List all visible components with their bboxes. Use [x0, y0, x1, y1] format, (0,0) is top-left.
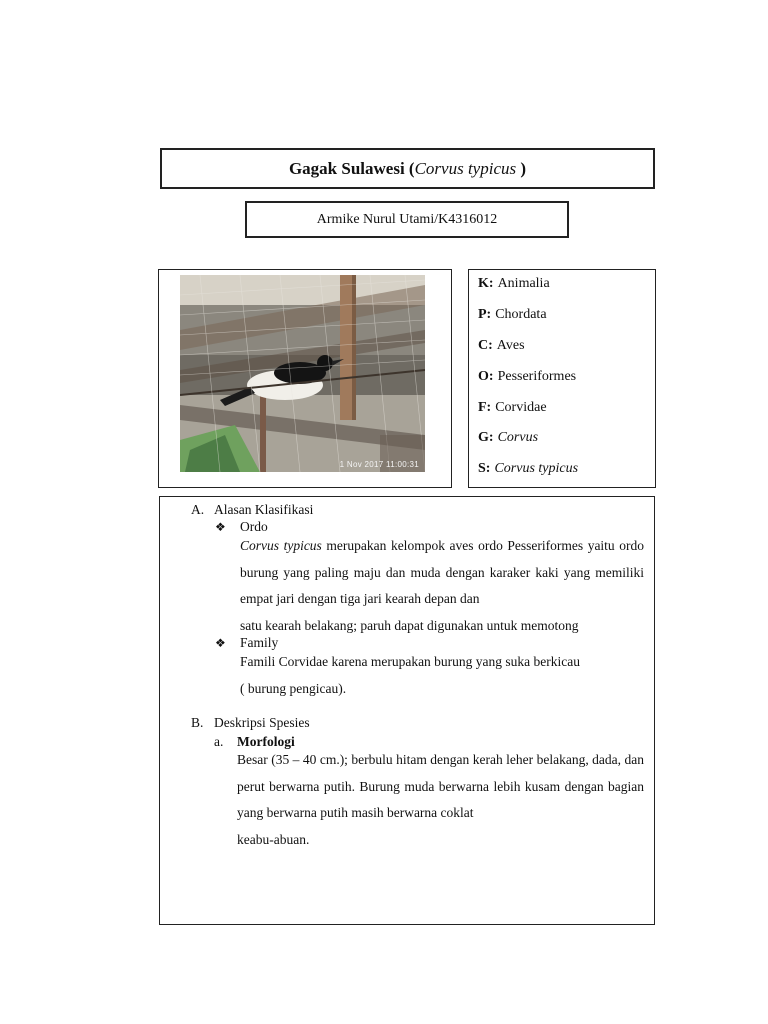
- section-a-heading: Alasan Klasifikasi: [214, 502, 314, 517]
- content-box: [159, 496, 655, 925]
- diamond-bullet-icon: ❖: [215, 520, 226, 534]
- page-title: Gagak Sulawesi (Corvus typicus ): [288, 158, 527, 178]
- photo-frame: [158, 269, 452, 488]
- title-box: [160, 148, 655, 189]
- section-b-marker: B.: [191, 715, 204, 730]
- taxonomy-order: O: Pesseriformes: [478, 368, 577, 384]
- family-label: Family: [240, 635, 279, 650]
- taxonomy-genus: G: Corvus: [478, 430, 539, 446]
- morfologi-heading: Morfologi: [237, 734, 295, 749]
- author-label: Armike Nurul Utami/K4316012: [316, 211, 498, 227]
- taxonomy-family: F: Corvidae: [478, 399, 547, 415]
- bird-photo: [180, 275, 425, 472]
- taxonomy-box: [468, 269, 656, 488]
- taxonomy-class: C: Aves: [478, 337, 525, 353]
- diamond-bullet-icon: ❖: [215, 636, 226, 650]
- section-b-heading: Deskripsi Spesies: [214, 715, 310, 730]
- morfologi-paragraph: Besar (35 – 40 cm.); berbulu hitam dengan kerah leher belakang, dada, dan perut berwarna putih. Burung muda berwarna lebih kusam dengan bagian yang berwarna putih masih berwarna coklat keabu-abuan.: [237, 752, 644, 847]
- ordo-paragraph: Corvus typicus merupakan kelompok aves ordo Pesseriformes yaitu ordo burung yang paling maju dan muda dengan karaker kaki yang memiliki empat jari dengan tiga jari kearah depan dan satu kearah belakang; paruh dapat digunakan untuk memotong: [240, 538, 645, 633]
- photo-timestamp: 1 Nov 2017 11:00:31: [339, 460, 419, 469]
- morfologi-marker: a.: [214, 734, 224, 749]
- ordo-label: Ordo: [240, 519, 268, 534]
- taxonomy-species: S: Corvus typicus: [478, 461, 579, 477]
- section-a-marker: A.: [191, 502, 205, 517]
- taxonomy-phylum: P: Chordata: [478, 306, 547, 322]
- author-box: [245, 201, 569, 238]
- family-paragraph: Famili Corvidae karena merupakan burung yang suka berkicau ( burung pengicau).: [240, 654, 581, 696]
- taxonomy-kingdom: K: Animalia: [478, 276, 550, 291]
